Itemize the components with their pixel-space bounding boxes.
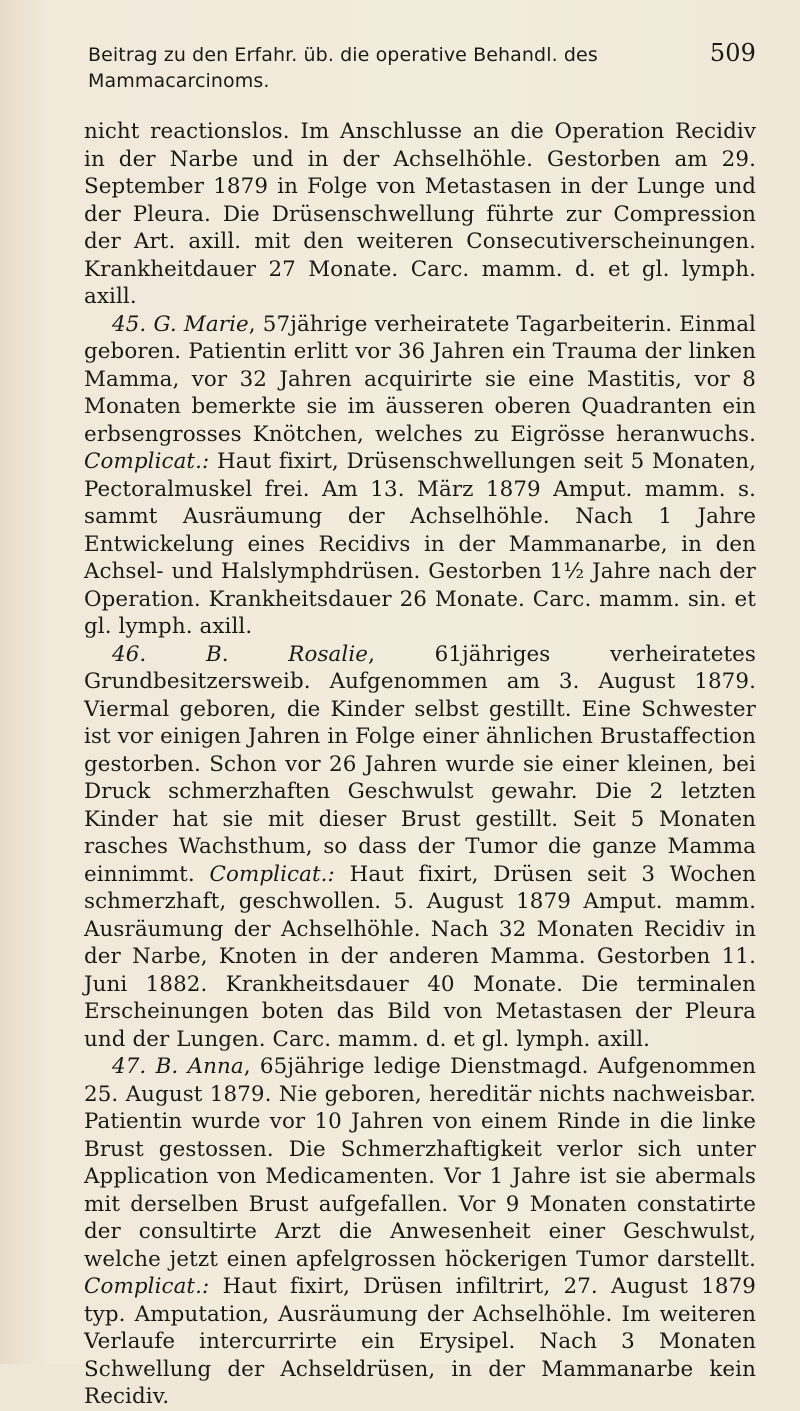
complication-label: Complicat.:	[84, 449, 210, 474]
paragraph-text: nicht reactionslos. Im Anschlusse an die Operation Recidiv in der Narbe und in der Achselhöhle. Gestorben am 29. September 1879 in Folge von Metastasen in der Lunge und der Pleura. Die Drüsenschwellung führte zur Compression der Art. axill. mit den weiteren Consecutiverscheinungen. Krankheitdauer 27 Monate. Carc. mamm. d. et gl. lymph. axill.	[84, 119, 756, 309]
case-text-part2: Haut fixirt, Drüsen seit 3 Wochen schmerzhaft, geschwollen. 5. August 1879 Amput. mamm. Ausräumung der Achselhöhle. Nach 32 Monaten Recidiv in der Narbe, Knoten in der anderen Mamma. Gestorben 11. Juni 1882. Krankheitsdauer 40 Monate. Die terminalen Erscheinungen boten das Bild von Metastasen der Pleura und der Lungen. Carc. mamm. d. et gl. lymph. axill.	[84, 861, 757, 1052]
running-title: Beitrag zu den Erfahr. üb. die operative Behandl. des Mammacarcinoms.	[88, 44, 598, 92]
case-number: 47.	[112, 1054, 147, 1079]
case-46	[84, 641, 756, 1054]
case-text-part1: , 57jährige verheiratete Tagarbeiterin. Einmal geboren. Patientin erlitt vor 36 Jahren ein Trauma der linken Mamma, vor 32 Jahren acquirirte sie eine Mastitis, vor 8 Monaten bemerkte sie im äusseren oberen Quadranten ein erbsengrosses Knötchen, welches zu Eigrösse heranwuchs.	[84, 311, 756, 447]
case-45	[84, 311, 756, 641]
case-number: 45.	[112, 311, 147, 337]
case-text-part2: Haut fixirt, Drüsenschwellungen seit 5 Monaten, Pectoralmuskel frei. Am 13. März 1879 Amput. mamm. s. sammt Ausräumung der Achselhöhle. Nach 1 Jahre Entwickelung eines Recidivs in der Mammanarbe, in den Achsel- und Halslymphdrüsen. Gestorben 1½ Jahre nach der Operation. Krankheitsdauer 26 Monate. Carc. mamm. sin. et gl. lymph. axill.	[84, 449, 756, 639]
patient-name: G. Marie	[153, 311, 249, 337]
complication-label: Complicat.:	[209, 861, 335, 887]
case-text-part1: , 65jährige ledige Dienstmagd. Aufgenommen 25. August 1879. Nie geboren, hereditär nichts nachweisbar. Patientin wurde vor 10 Jahren von einem Rinde in die linke Brust gestossen. Die Schmerzhaftigkeit verlor sich unter Application von Medicamenten. Vor 1 Jahre ist sie abermals mit derselben Brust aufgefallen. Vor 9 Monaten constatirte der consultirte Arzt die Anwesenheit einer Geschwulst, welche jetzt einen apfelgrossen höckerigen Tumor darstellt.	[84, 1054, 756, 1272]
case-text-part1: , 61jähriges verheiratetes Grundbesitzersweib. Aufgenommen am 3. August 1879. Viermal geboren, die Kinder selbst gestillt. Eine Schwester ist vor einigen Jahren in Folge einer ähnlichen Brustaffection gestorben. Schon vor 26 Jahren wurde sie einer kleinen, bei Druck schmerzhaften Geschwulst gewahr. Die 2 letzten Kinder hat sie mit dieser Brust gestillt. Seit 5 Monaten rasches Wachsthum, so dass der Tumor die ganze Mamma einnimmt.	[84, 641, 756, 887]
case-text-part2: Haut fixirt, Drüsen infiltrirt, 27. August 1879 typ. Amputation, Ausräumung der Achselhöhle. Im weiteren Verlaufe intercurrirte ein Erysipel. Nach 3 Monaten Schwellung der Achseldrüsen, in der Mammanarbe kein Recidiv.	[84, 1274, 756, 1409]
case-number: 46.	[112, 641, 147, 667]
running-header	[88, 40, 756, 94]
patient-name: B. Anna	[155, 1054, 244, 1079]
paragraph-continuation	[84, 118, 756, 311]
case-47	[84, 1053, 756, 1411]
complication-label: Complicat.:	[84, 1274, 210, 1299]
patient-name: B. Rosalie	[205, 641, 369, 667]
page-number: 509	[709, 39, 756, 67]
body-text	[84, 118, 756, 1411]
